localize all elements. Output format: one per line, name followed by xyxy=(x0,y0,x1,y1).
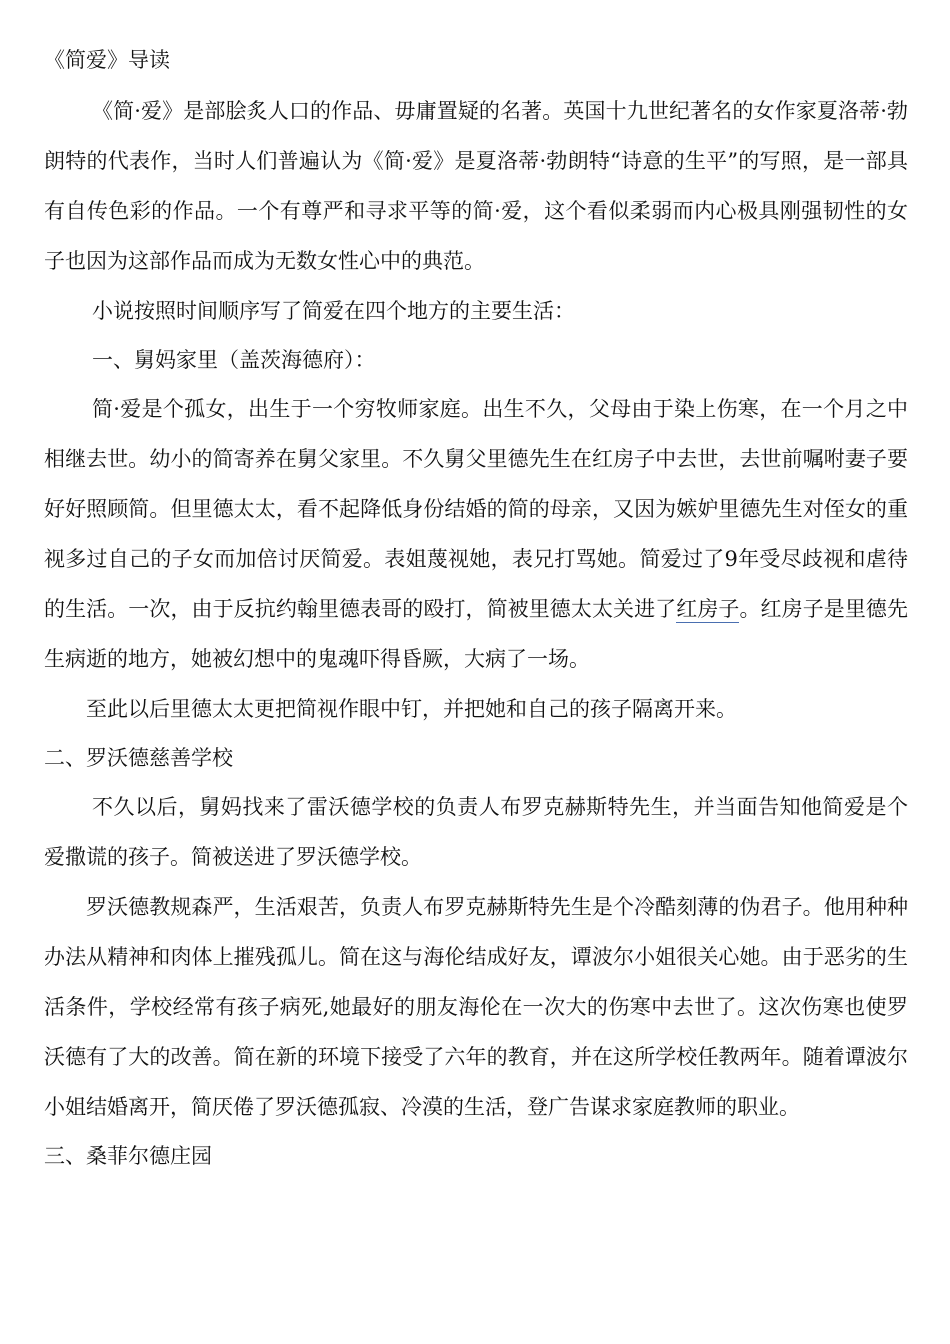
lowood-paragraph-1: 不久以后，舅妈找来了雷沃德学校的负责人布罗克赫斯特先生，并当面告知他简爱是个爱撒谎的孩子。简被送进了罗沃德学校。 xyxy=(44,795,908,869)
gateshead-text-before: 简·爱是个孤女，出生于一个穷牧师家庭。出生不久，父母由于染上伤寒，在一个月之中相继去世。幼小的简寄养在舅父家里。不久舅父里德先生在红房子中去世，去世前嘱咐妻子要好好照顾简。但里德太太，看不起降低身份结婚的简的母亲，又因为嫉妒里德先生对侄女的重视多过自己的子女而加倍讨厌简爱。表姐蔑视她，表兄打骂她。简爱过了9年受尽歧视和虐待的生活。一次，由于反抗约翰里德表哥的殴打，简被里德太太关进了 xyxy=(44,397,908,621)
gateshead-paragraph-2: 至此以后里德太太更把简视作眼中钉，并把她和自己的孩子隔离开来。 xyxy=(86,697,737,721)
overview-paragraph: 小说按照时间顺序写了简爱在四个地方的主要生活： xyxy=(92,299,575,323)
document-title: 《简爱》导读 xyxy=(44,48,170,72)
gateshead-paragraph xyxy=(44,384,908,684)
lowood-paragraph-2: 罗沃德教规森严，生活艰苦，负责人布罗克赫斯特先生是个冷酷刻薄的伪君子。他用种种办法从精神和肉体上摧残孤儿。简在这与海伦结成好友，谭波尔小姐很关心她。由于恶劣的生活条件，学校经常有孩子病死,她最好的朋友海伦在一次大的伤寒中去世了。这次伤寒也使罗沃德有了大的改善。简在新的环境下接受了六年的教育，并在这所学校任教两年。随着谭波尔小姐结婚离开，简厌倦了罗沃德孤寂、冷漠的生活，登广告谋求家庭教师的职业。 xyxy=(44,895,908,1119)
section-heading-lowood: 二、罗沃德慈善学校 xyxy=(44,746,233,770)
gateshead-text-after: 。红房子是里德先生病逝的地方，她被幻想中的鬼魂吓得昏厥，大病了一场。 xyxy=(44,597,909,671)
intro-paragraph: 《简·爱》是部脍炙人口的作品、毋庸置疑的名著。英国十九世纪著名的女作家夏洛蒂·勃朗特的代表作，当时人们普遍认为《简·爱》是夏洛蒂·勃朗特“诗意的生平”的写照，是一部具有自传色彩的作品。一个有尊严和寻求平等的简·爱，这个看似柔弱而内心极具刚强韧性的女子也因为这部作品而成为无数女性心中的典范。 xyxy=(44,99,908,273)
red-room-link[interactable]: 红房子 xyxy=(676,597,740,621)
section-heading-thornfield: 三、桑菲尔德庄园 xyxy=(44,1144,212,1168)
section-heading-gateshead: 一、舅妈家里（盖茨海德府）： xyxy=(92,348,376,372)
document-body xyxy=(44,44,908,1180)
